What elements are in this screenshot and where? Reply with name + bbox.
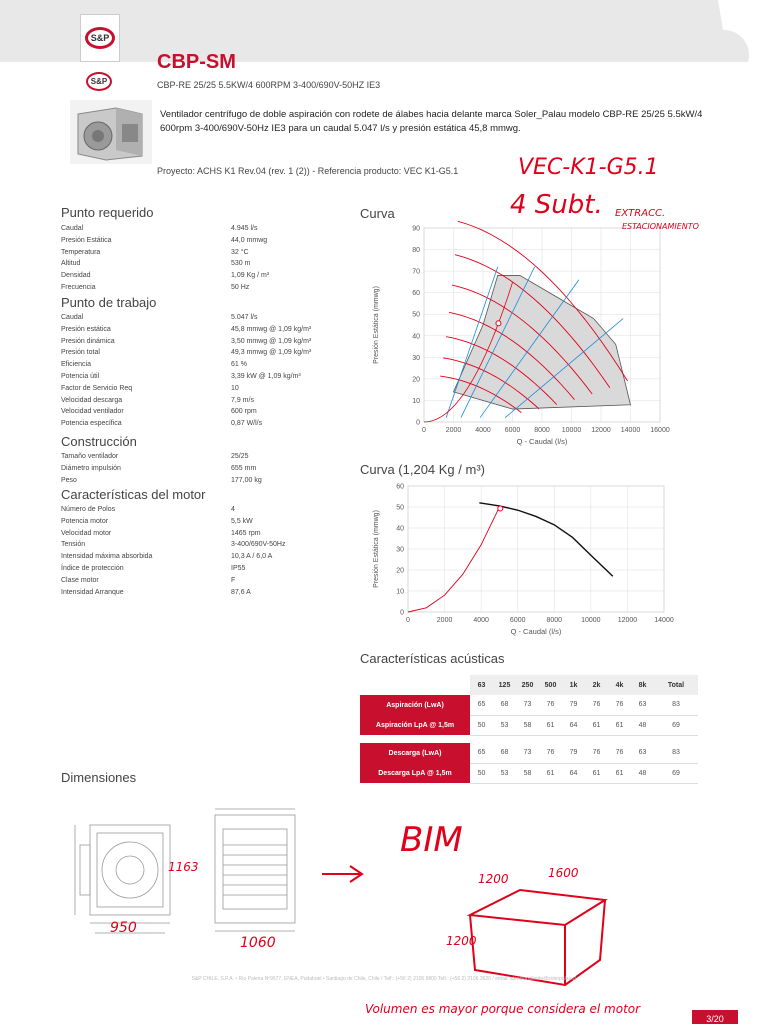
y-tick-label: 20	[412, 376, 420, 384]
project-reference: Proyecto: ACHS K1 Rev.04 (rev. 1 (2)) - Referencia producto: VEC K1-G5.1	[157, 166, 459, 176]
handwriting-box-1200-top: 1200	[478, 872, 509, 886]
handwriting-extract: EXTRACC.	[615, 208, 666, 219]
spec-label: Clase motor	[61, 576, 99, 584]
acoustic-column-header: 250	[516, 675, 539, 695]
spec-row	[61, 237, 341, 247]
spec-value: 50 Hz	[231, 284, 250, 291]
y-tick-label: 30	[412, 354, 420, 362]
handwriting-dim-1060: 1060	[240, 935, 276, 951]
spec-value: 4.945 l/s	[231, 225, 258, 232]
spec-row	[61, 397, 341, 407]
spec-label: Caudal	[61, 225, 84, 232]
acoustic-cell: 73	[516, 695, 539, 715]
y-tick-label: 50	[396, 504, 404, 512]
spec-row	[61, 361, 341, 371]
spec-row	[61, 541, 341, 551]
operating-point	[498, 506, 503, 511]
spec-value: 32 °C	[231, 248, 249, 256]
footer-text: S&P CHILE, S.P.A. • Río Palena Nº9677, ENEA, Pudahuel • Santiago de Chile, Chile / Telf.: (+56 2) 2106 5800 Telf.: (+56 2) 2106 3620 / email: atencioncliente@solerpalau.cl	[191, 976, 577, 982]
page-number-badge: 3/20	[692, 1010, 738, 1024]
handwriting-subt: 4 Subt.	[510, 190, 603, 220]
spec-value: 655 mm	[231, 464, 257, 472]
x-tick-label: 10000	[581, 617, 601, 624]
x-tick-label: 4000	[475, 427, 491, 434]
x-tick-label: 2000	[445, 427, 462, 434]
spec-value: 3,50 mmwg @ 1,09 kg/m³	[231, 337, 312, 345]
handwriting-ref: VEC-K1-G5.1	[518, 155, 659, 180]
x-axis-label: Q - Caudal (l/s)	[516, 437, 568, 446]
spec-label: Presión total	[61, 349, 100, 357]
spec-label: Altitud	[61, 260, 81, 268]
x-tick-label: 6000	[509, 617, 526, 624]
spec-label: Presión Estática	[61, 236, 112, 244]
acoustic-cell: 63	[631, 743, 654, 763]
x-tick-label: 6000	[504, 427, 521, 434]
logo-text: S&P	[85, 27, 115, 49]
x-tick-label: 14000	[620, 427, 641, 434]
spec-row	[61, 565, 341, 575]
spec-label: Peso	[61, 476, 77, 484]
spec-row	[61, 385, 341, 395]
spec-label: Intensidad máxima absorbida	[61, 553, 153, 561]
table-row	[360, 743, 698, 763]
x-tick-label: 4000	[473, 617, 489, 624]
section-punto-requerido: Punto requerido	[61, 205, 154, 220]
spec-value: 177,00 kg	[231, 476, 262, 484]
spec-row	[61, 477, 341, 487]
y-tick-label: 40	[396, 525, 404, 533]
spec-label: Velocidad motor	[61, 529, 112, 537]
bim-box-sketch-icon	[465, 880, 615, 990]
acoustic-column-header: 63	[470, 675, 493, 695]
spec-value: 1,09 Kg / m³	[231, 272, 270, 280]
acoustic-cell: 53	[493, 763, 516, 783]
dimension-drawings-icon	[55, 805, 355, 945]
spec-label: Presión estática	[61, 325, 111, 333]
y-tick-label: 70	[412, 268, 420, 276]
chart2-title: Curva (1,204 Kg / m³)	[360, 462, 485, 477]
spec-label: Potencia específica	[61, 420, 122, 428]
spec-value: IP55	[231, 565, 246, 572]
product-title: CBP-SM	[157, 51, 236, 73]
y-tick-label: 60	[396, 483, 404, 491]
spec-label: Velocidad ventilador	[61, 408, 124, 416]
acoustic-cell: 61	[585, 763, 608, 783]
spec-value: 5.047 l/s	[231, 314, 258, 321]
product-subtitle: CBP-RE 25/25 5.5KW/4 600RPM 3-400/690V-50HZ IE3	[157, 80, 381, 90]
fan-image-icon	[70, 100, 152, 164]
acoustic-cell: 76	[585, 743, 608, 763]
spec-row	[61, 530, 341, 540]
acoustic-cell: 68	[493, 743, 516, 763]
acoustic-row-label: Aspiración (LwA)	[360, 695, 470, 715]
acoustic-cell: 69	[654, 763, 698, 783]
spec-row	[61, 420, 341, 430]
spec-value: 530 m	[231, 260, 251, 268]
spec-label: Eficiencia	[61, 361, 91, 369]
acoustic-cell: 76	[608, 695, 631, 715]
acoustic-corner	[360, 675, 470, 695]
acoustic-row-label: Aspiración LpA @ 1,5m	[360, 715, 470, 735]
spec-label: Tamaño ventilador	[61, 453, 119, 460]
y-tick-label: 60	[412, 290, 420, 298]
acoustic-cell: 61	[608, 763, 631, 783]
acoustic-cell: 65	[470, 743, 493, 763]
spec-label: Temperatura	[61, 248, 101, 256]
y-tick-label: 20	[396, 567, 404, 575]
acoustic-cell: 69	[654, 715, 698, 735]
spec-label: Potencia motor	[61, 517, 109, 525]
logo-text-small: S&P	[86, 72, 112, 91]
arrow-icon	[320, 862, 368, 886]
acoustic-cell: 64	[562, 715, 585, 735]
section-motor: Características del motor	[61, 487, 206, 502]
handwriting-dim-950: 950	[110, 920, 137, 936]
spec-label: Tensión	[61, 541, 86, 549]
acoustic-cell: 58	[516, 715, 539, 735]
acoustic-cell: 61	[608, 715, 631, 735]
spec-label: Factor de Servicio Req	[61, 384, 133, 392]
spec-row	[61, 506, 341, 516]
spec-label: Frecuencia	[61, 284, 96, 291]
acoustic-column-header: 2k	[585, 675, 608, 695]
y-axis-label: Presión Estática (mmwg)	[373, 510, 380, 588]
spec-row	[61, 249, 341, 259]
acoustic-cell: 50	[470, 715, 493, 735]
y-tick-label: 0	[416, 419, 420, 427]
acoustic-column-header: 500	[539, 675, 562, 695]
spec-value: 49,3 mmwg @ 1,09 kg/m³	[231, 349, 312, 357]
chart1-title: Curva	[360, 206, 395, 221]
acoustic-row-label: Descarga (LwA)	[360, 743, 470, 763]
y-tick-label: 80	[412, 247, 420, 255]
acoustic-header-row	[360, 675, 698, 695]
acoustic-cell: 58	[516, 763, 539, 783]
acoustic-cell: 79	[562, 695, 585, 715]
spec-row	[61, 284, 341, 294]
product-description: Ventilador centrífugo de doble aspiración con rodete de álabes hacia delante marca Soler_Palau modelo CBP-RE 25/25 5.5kW/4 600rpm 3-400/690V-50Hz IE3 para un caudal 5.047 l/s y presión estática 45,8 mmwg.	[160, 109, 703, 134]
spec-value: F	[231, 576, 236, 584]
y-axis-label: Presión Estática (mmwg)	[373, 286, 380, 364]
y-tick-label: 10	[396, 588, 404, 596]
acoustic-column-header: Total	[654, 675, 698, 695]
spec-value: 7,9 m/s	[231, 396, 254, 404]
spec-row	[61, 577, 341, 587]
spec-value: 10,3 A / 6,0 A	[231, 553, 273, 561]
acoustic-cell: 61	[539, 715, 562, 735]
spec-value: 5,5 kW	[231, 517, 253, 525]
spec-value: 3,39 kW @ 1,09 kg/m³	[231, 373, 301, 380]
density-chart	[368, 478, 678, 644]
handwriting-note: Volumen es mayor porque considera el motor	[365, 1002, 641, 1016]
y-tick-label: 40	[412, 333, 420, 341]
x-tick-label: 8000	[546, 617, 563, 624]
y-tick-label: 30	[396, 546, 404, 554]
spec-label: Velocidad descarga	[61, 396, 123, 404]
x-tick-label: 10000	[561, 427, 582, 434]
spec-label: Intensidad Arranque	[61, 588, 124, 596]
sp-logo	[80, 14, 120, 62]
acoustic-gap-row	[360, 735, 698, 743]
y-tick-label: 10	[412, 397, 420, 405]
acoustic-cell: 50	[470, 763, 493, 783]
sp-logo-small	[80, 64, 118, 98]
acoustic-cell: 61	[585, 715, 608, 735]
spec-value: 3-400/690V-50Hz	[231, 541, 286, 549]
section-construccion: Construcción	[61, 434, 137, 449]
acoustic-cell: 76	[608, 743, 631, 763]
acoustic-title: Características acústicas	[360, 651, 505, 666]
spec-value: 4	[231, 506, 235, 513]
table-row	[360, 715, 698, 735]
x-axis-label: Q - Caudal (l/s)	[510, 627, 562, 636]
acoustic-cell: 48	[631, 715, 654, 735]
acoustic-cell: 79	[562, 743, 585, 763]
handwriting-estac: ESTACIONAMIENTO	[622, 222, 699, 231]
acoustic-cell: 64	[562, 763, 585, 783]
spec-row	[61, 314, 341, 324]
spec-label: Potencia útil	[61, 373, 100, 380]
acoustic-gap-cell	[360, 735, 698, 743]
acoustic-cell: 48	[631, 763, 654, 783]
spec-value: 45,8 mmwg @ 1,09 kg/m³	[231, 325, 312, 333]
spec-value: 87,6 A	[231, 588, 251, 596]
acoustic-column-header: 4k	[608, 675, 631, 695]
spec-row	[61, 272, 341, 282]
handwriting-bim: BIM	[400, 820, 463, 860]
table-row	[360, 695, 698, 715]
acoustic-cell: 61	[539, 763, 562, 783]
spec-row	[61, 589, 341, 599]
acoustic-table	[360, 675, 698, 784]
table-row	[360, 763, 698, 783]
y-tick-label: 90	[412, 225, 420, 233]
spec-row	[61, 453, 341, 463]
acoustic-cell: 76	[539, 743, 562, 763]
spec-value: 25/25	[231, 453, 249, 460]
spec-row	[61, 465, 341, 475]
section-punto-trabajo: Punto de trabajo	[61, 295, 157, 310]
spec-label: Caudal	[61, 314, 84, 321]
acoustic-cell: 83	[654, 695, 698, 715]
acoustic-cell: 53	[493, 715, 516, 735]
spec-value: 1465 rpm	[231, 529, 261, 537]
spec-row	[61, 408, 341, 418]
x-tick-label: 12000	[617, 617, 638, 624]
spec-row	[61, 338, 341, 348]
x-tick-label: 2000	[436, 617, 453, 624]
spec-value: 44,0 mmwg	[231, 236, 268, 244]
x-tick-label: 0	[406, 617, 410, 624]
performance-chart	[368, 220, 678, 450]
acoustic-cell: 83	[654, 743, 698, 763]
handwriting-box-1600: 1600	[548, 866, 579, 880]
acoustic-column-header: 1k	[562, 675, 585, 695]
spec-value: 10	[231, 384, 239, 392]
header-decoration-icon	[678, 0, 768, 62]
acoustic-column-header: 8k	[631, 675, 654, 695]
spec-label: Diámetro impulsión	[61, 464, 121, 472]
spec-label: Presión dinámica	[61, 337, 115, 345]
spec-value: 600 rpm	[231, 408, 257, 416]
spec-row	[61, 260, 341, 270]
spec-label: Densidad	[61, 272, 91, 280]
spec-row	[61, 553, 341, 563]
acoustic-cell: 68	[493, 695, 516, 715]
spec-row	[61, 326, 341, 336]
x-tick-label: 14000	[654, 617, 674, 624]
spec-value: 61 %	[231, 361, 247, 369]
acoustic-cell: 73	[516, 743, 539, 763]
spec-label: Índice de protección	[61, 565, 124, 572]
x-tick-label: 8000	[534, 427, 550, 434]
spec-label: Número de Polos	[61, 506, 116, 513]
acoustic-cell: 63	[631, 695, 654, 715]
x-tick-label: 12000	[591, 427, 611, 434]
y-tick-label: 0	[400, 609, 404, 617]
x-tick-label: 0	[422, 427, 426, 434]
y-tick-label: 50	[412, 311, 420, 319]
acoustic-cell: 65	[470, 695, 493, 715]
spec-row	[61, 225, 341, 235]
x-tick-label: 16000	[650, 427, 670, 434]
acoustic-row-label: Descarga LpA @ 1,5m	[360, 763, 470, 783]
spec-row	[61, 518, 341, 528]
dimensions-title: Dimensiones	[61, 770, 137, 785]
acoustic-cell: 76	[585, 695, 608, 715]
acoustic-cell: 76	[539, 695, 562, 715]
spec-row	[61, 373, 341, 383]
operating-point	[496, 321, 501, 326]
acoustic-column-header: 125	[493, 675, 516, 695]
handwriting-dim-1163: 1163	[168, 860, 199, 874]
spec-value: 0,87 W/l/s	[231, 420, 263, 428]
spec-row	[61, 349, 341, 359]
handwriting-box-1200-side: 1200	[446, 934, 477, 948]
